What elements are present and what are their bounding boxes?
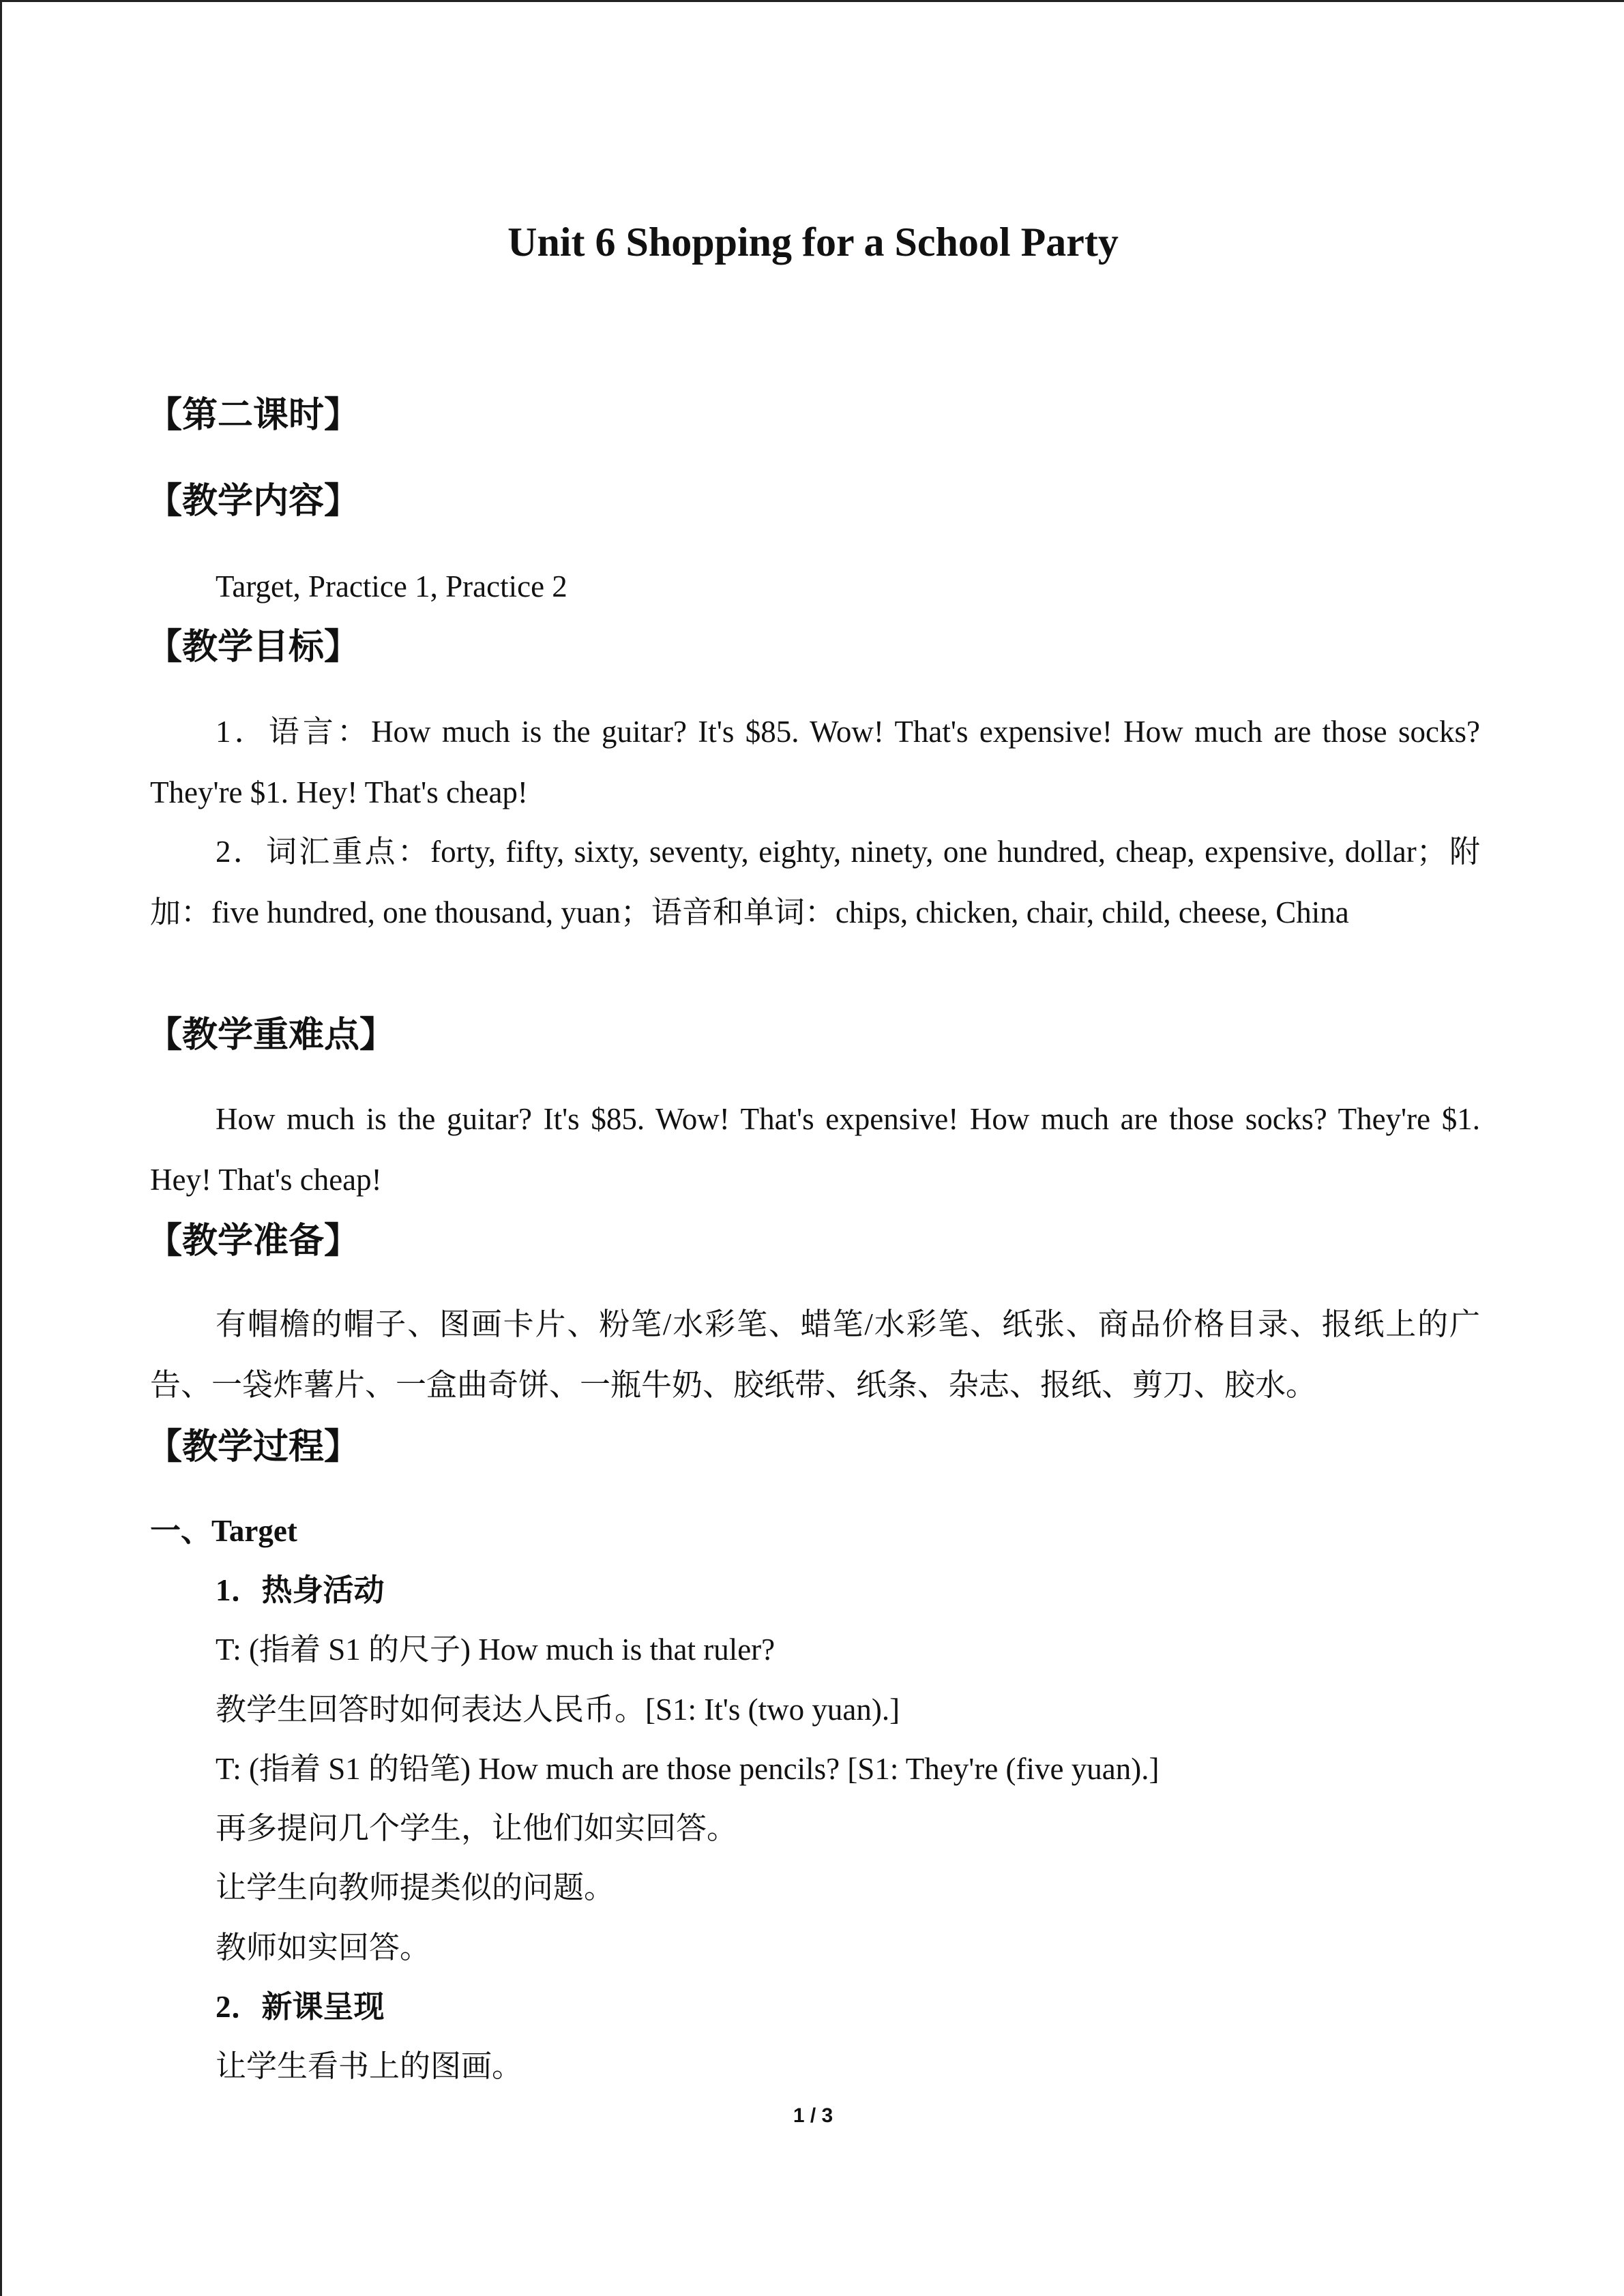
preparation-heading: 【教学准备】: [147, 1221, 360, 1262]
process-line: 再多提问几个学生，让他们如实回答。: [216, 1811, 738, 1845]
process-line: 教学生回答时如何表达人民币。[S1: It's (two yuan).]: [216, 1693, 900, 1727]
key-points-text: How much is the guitar? It's $85. Wow! That's expensive! How much are those socks? They're $1. Hey! That's cheap!: [150, 1102, 1480, 1197]
process-line: 让学生看书上的图画。: [216, 2049, 523, 2083]
process-line: 教师如实回答。: [216, 1930, 431, 1965]
process-step-1: 1．热身活动: [216, 1573, 385, 1607]
content-text: Target, Practice 1, Practice 2: [216, 569, 567, 603]
process-line: T: (指着 S1 的铅笔) How much are those pencils? [S1: They're (five yuan).]: [216, 1752, 1160, 1786]
objectives-item-2: 2．词汇重点：forty, fifty, sixty, seventy, eighty, ninety, one hundred, cheap, expensive, dollar；附加：five hundred, one thousand, yuan；语音和单词：chips, chicken, chair, child, cheese, China: [150, 835, 1480, 929]
process-line: 让学生向教师提类似的问题。: [216, 1870, 615, 1905]
objectives-heading: 【教学目标】: [147, 627, 360, 668]
key-points-heading: 【教学重难点】: [147, 1015, 396, 1056]
process-heading: 【教学过程】: [147, 1427, 360, 1467]
page-number: 1 / 3: [793, 2104, 833, 2127]
preparation-text: 有帽檐的帽子、图画卡片、粉笔/水彩笔、蜡笔/水彩笔、纸张、商品价格目录、报纸上的广告、一袋炸薯片、一盒曲奇饼、一瓶牛奶、胶纸带、纸条、杂志、报纸、剪刀、胶水。: [150, 1307, 1480, 1402]
content-heading: 【教学内容】: [147, 481, 360, 522]
process-part-1: 一、Target: [150, 1514, 297, 1548]
objectives-item-1: 1．语言：How much is the guitar? It's $85. Wow! That's expensive! How much are those socks? They're $1. Hey! That's cheap!: [150, 715, 1480, 809]
document-title: Unit 6 Shopping for a School Party: [507, 220, 1119, 265]
process-line: T: (指着 S1 的尺子) How much is that ruler?: [216, 1632, 776, 1667]
process-step-2: 2．新课呈现: [216, 1990, 385, 2024]
lesson-heading: 【第二课时】: [147, 395, 360, 436]
